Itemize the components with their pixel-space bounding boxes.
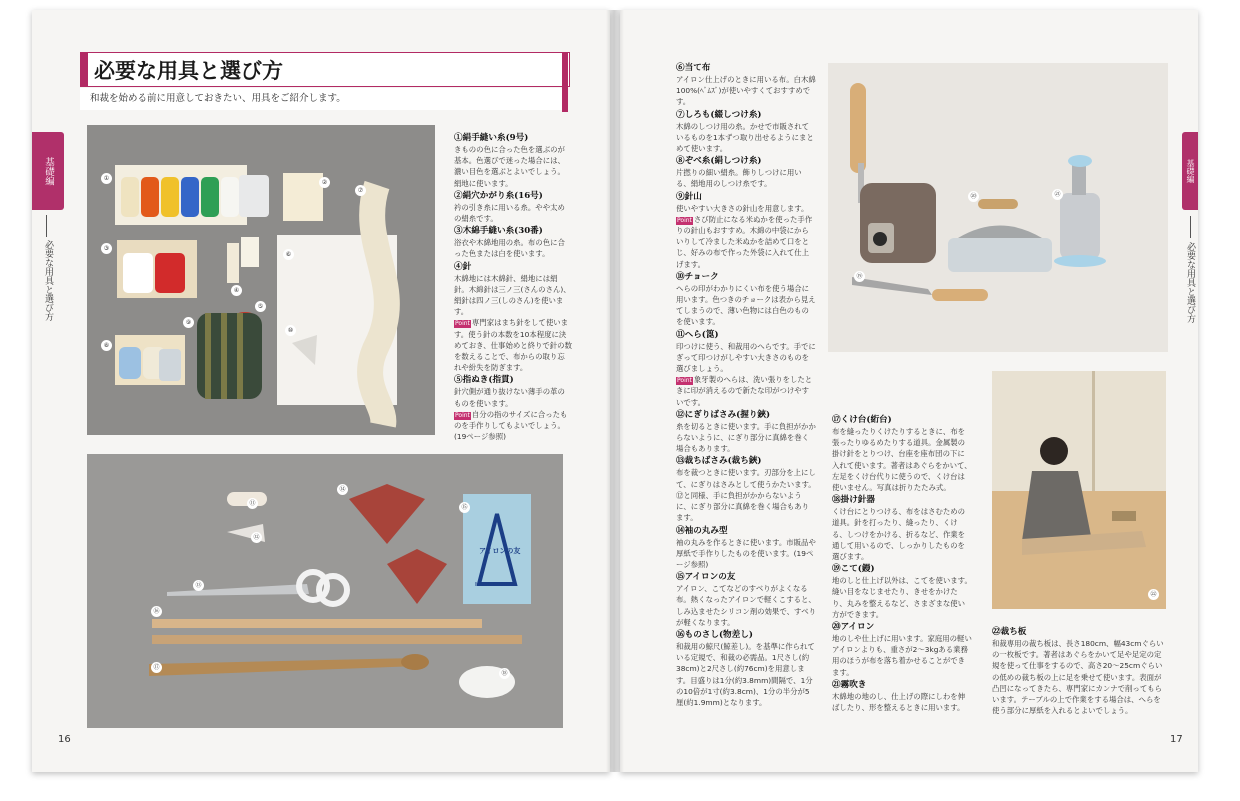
item-heading: ⑦しろも(綴しつけ糸) [676, 109, 762, 120]
item-heading: ③木綿手縫い糸(30番) [454, 226, 543, 237]
item-heading: ⑭袖の丸み型 [676, 525, 728, 536]
item-point [676, 374, 816, 408]
tools-photo-2 [87, 454, 563, 728]
item-heading: ④針 [454, 261, 472, 272]
item-point [454, 317, 572, 373]
photo-label: ㉑ [1052, 189, 1063, 200]
photo-label: ⑬ [193, 580, 204, 591]
point-badge: Point [455, 411, 470, 419]
item-body: きものの色に合った色を選ぶのが基本。色選びで迷った場合には、濃い目色を選ぶとよいでしょう。絹地に使います。 [454, 145, 565, 188]
item-20 [832, 621, 972, 678]
title-accent-bar-right [562, 52, 568, 112]
item-heading: ⑪へら(箆) [676, 329, 719, 340]
item-body: くけ台にとりつける、布をはさむための道具。針を打ったり、縫ったり、くける、しつけをかける、折るなど、作業を通して用いるので、しっかりしたものを選びます。 [832, 507, 966, 562]
iron-tools-illustration [828, 63, 1168, 352]
page-number: 16 [58, 734, 71, 745]
right-description-column-2 [832, 414, 972, 714]
item-heading: ㉑霧吹き [832, 679, 867, 690]
item-3 [454, 225, 572, 259]
item-18 [832, 494, 972, 562]
item-body: 針穴側が通り抜けない薄手の革のものを使います。 [454, 387, 565, 408]
tools-photo-1 [87, 125, 435, 435]
photo-label: ① [101, 173, 112, 184]
sewing-illustration [992, 371, 1166, 609]
item-body: 木綿地には木綿針、絹地には絹針。木綿針は三ノ三(さんのさん)、絹針は四ノ三(しのさん)を使います。 [454, 273, 571, 317]
photo-label: ⑪ [247, 498, 258, 509]
item-7 [676, 109, 816, 155]
item-heading: ⑰くけ台(絎台) [832, 415, 892, 425]
point-badge: Point [677, 216, 692, 224]
item-heading: ⑫にぎりばさみ(握り鋏) [676, 409, 771, 420]
photo-label: ⑦ [355, 185, 366, 196]
iron-tools-photo [828, 63, 1168, 352]
item-15 [676, 571, 816, 628]
photo-label: ⑲ [854, 271, 865, 282]
photo-label: ⑳ [968, 191, 979, 202]
right-description-column-1 [676, 62, 816, 709]
photo-label: ⑮ [459, 502, 470, 513]
item-heading: ⑱掛け針器 [832, 495, 875, 506]
item-heading: ⑬裁ちばさみ(裁ち鋏) [676, 456, 762, 467]
item-body: 和裁用の鯨尺(鯨差し)。を基準に作られている定規で、和裁の必需品。1尺さし(約38cm)と2尺さし(約76cm)を用意します。目盛りは1分(約3.8mm)間隔で、1分の10倍が1寸(約3.8cm)、1分の半分が5厘(約1.9mm)となります。 [676, 641, 815, 707]
photo-label: ④ [231, 285, 242, 296]
item-heading: ㉒裁ち板 [992, 627, 1027, 637]
item-point [676, 214, 816, 270]
item-body: 使いやすい大きさの針山を用意します。 [676, 203, 809, 213]
item-body: へらの印がわかりにくい布を使う場合に用います。色つきのチョークは表から見えてしまうので、薄い色物には白色のものを使います。 [676, 283, 816, 327]
item-17 [832, 414, 972, 493]
side-divider [1190, 216, 1191, 238]
item-heading: ⑥当て布 [676, 63, 711, 73]
item-heading: ⑩チョーク [676, 271, 719, 282]
item-1 [454, 132, 572, 189]
right-page [620, 10, 1198, 772]
cloth-sublabel: MAGIC CLOTH [475, 582, 510, 588]
item-body: 地のしと仕上げ以外は、こてを使います。縫い目をなじませたり、きせをかけたり、丸みを整えるなど、さまざまな使い方ができます。 [832, 576, 972, 619]
item-body: 木綿のしつけ用の糸。かせで市販されているものを1本ずつ取り出せるようにまとめて使います。 [676, 121, 814, 154]
item-5 [454, 374, 572, 442]
photo-label: ㉒ [1148, 589, 1159, 600]
left-description-column [454, 132, 572, 443]
item-body: アイロン、こてなどのすべりがよくなる布。熱くなったアイロンで軽くこすると、しみ込ませたシリコン剤の効果で、すべりが軽くなります。 [676, 584, 816, 627]
sewing-photo [992, 371, 1166, 609]
item-heading: ⑧ぞべ糸(絹しつけ糸) [676, 156, 762, 167]
point-text: 象牙製のへらは、洗い張りをしたときに印が消えるので新たな印がつけやすいです。 [676, 375, 813, 407]
item-heading: ⑮アイロンの友 [676, 572, 736, 583]
item-heading: ⑯ものさし(物差し) [676, 629, 753, 640]
photo-label: ⑩ [285, 325, 296, 336]
item-body: 木綿地の地のし、仕上げの際にしわを伸ばしたり、形を整えるときに用います。 [832, 691, 966, 713]
page-title: 必要な用具と選び方 [94, 58, 283, 83]
tools-illustration-2 [87, 454, 563, 728]
item-body: 印つけに使う、和裁用のへらです。手でにぎって印つけがしやすい大きさのものを選びましょう。 [676, 341, 816, 374]
item-body: 衿の引き糸に用いる糸。やや太めの絹糸です。 [454, 202, 565, 224]
page-number: 17 [1170, 734, 1183, 745]
tools-illustration-1 [87, 125, 435, 435]
item-heading: ⑤指ぬき(指貫) [454, 375, 514, 386]
side-heading: 必要な用具と選び方 [43, 240, 53, 321]
item-body: 浴衣や木綿地用の糸。布の色に合った色または白を使います。 [454, 238, 565, 259]
item-19 [832, 563, 972, 620]
item-21 [832, 679, 972, 713]
item-body: 糸を切るときに使います。手に負担がかからないように、にぎり部分に真綿を巻く場合もあります。 [676, 421, 816, 454]
item-heading: ⑨針山 [676, 191, 702, 202]
left-page [32, 10, 610, 772]
photo-label: ⑥ [283, 249, 294, 260]
cloth-label: アイロンの友 [479, 547, 521, 555]
point-text: さび防止になる米ぬかを使った手作りの針山もおすすめ。木綿の中袋にからいりして冷ました米ぬかを詰めて口をとじ、好みの布で作った外袋に入れて仕上げます。 [676, 214, 813, 269]
item-body: 和裁専用の裁ち板は、長さ180cm、幅43cmぐらいの一枚板です。著者はあぐらをかいて足や足定の定規を使って仕事をするので、高さ20～25cmぐらいの低めの裁ち板の上に足を乗せて使います。表面が凸凹になってきたら、専門家にカンナで削ってもらいます。テーブルの上で作業をする場合は、へらを使う部分に厚紙を入れるとよいでしょう。 [992, 639, 1164, 716]
item-10 [676, 271, 816, 328]
photo-label: ⑯ [151, 606, 162, 617]
point-text: 自分の指のサイズに合ったものを手作りしてもよいでしょう。(19ページ参照) [454, 409, 568, 442]
item-body: 袖の丸みを作るときに使います。市販品や厚紙で手作りしたものを使います。(19ページ参照) [676, 537, 816, 569]
item-13 [676, 455, 816, 523]
item-6 [676, 62, 816, 108]
side-heading: 必要な用具と選び方 [1185, 242, 1195, 323]
side-divider [46, 215, 47, 237]
photo-label: ⑭ [337, 484, 348, 495]
item-11 [676, 329, 816, 408]
photo-label: ⑨ [183, 317, 194, 328]
item-heading: ⑳アイロン [832, 622, 875, 633]
item-4 [454, 261, 572, 374]
point-badge: Point [455, 320, 470, 328]
item-12 [676, 409, 816, 455]
item-2 [454, 190, 572, 224]
item-point [454, 409, 572, 443]
point-text: 専門家はまち針をして使います。使う針の本数を10本程度に決めておき、仕事始めと終りで針の数を数えることで、布からの取り忘れや紛失を防ぎます。 [454, 318, 572, 373]
title-accent-bar [80, 52, 88, 87]
item-body: 片撚りの細い絹糸。飾りしつけに用いる、絹地用のしつけ糸です。 [676, 168, 802, 189]
item-heading: ①絹手縫い糸(9号) [454, 133, 529, 143]
section-tab: 基礎編 [1182, 132, 1198, 210]
item-8 [676, 155, 816, 189]
lead-text: 和裁を始める前に用意しておきたい、用具をご紹介します。 [80, 88, 562, 110]
right-description-column-3 [992, 626, 1166, 717]
item-body: 布を裁つときに使います。刃部分を上にして、にぎりはさみとして使うかたいます。⑫と同様、手に負担がかからないように、にぎり部分に真綿を巻く場合もあります。 [676, 468, 816, 523]
point-badge: Point [677, 377, 692, 385]
photo-label: ⑰ [151, 662, 162, 673]
section-tab: 基礎編 [32, 132, 64, 210]
item-22 [992, 626, 1166, 716]
photo-label: ⑱ [499, 668, 510, 679]
item-body: アイロン仕上げのときに用いる布。白木綿100%(ﾍﾞﾑｽﾞ)が使いやすくておすすめです。 [676, 75, 816, 107]
item-14 [676, 525, 816, 571]
photo-label: ⑧ [101, 340, 112, 351]
item-16 [676, 629, 816, 708]
item-9 [676, 191, 816, 270]
photo-label: ② [319, 177, 330, 188]
item-heading: ②絹穴かがり糸(16号) [454, 190, 543, 201]
book-spine-shadow [606, 10, 624, 772]
item-body: 布を縫ったりくけたりするときに、布を張ったりゆるめたりする道具。金属製の掛け針をとりつけ、台座を座布団の下に入れて使います。著者はあぐらをかいて、左足をくけ台代りに使うので、くけ台は使いません。写真は折りたたみ式。 [832, 427, 972, 493]
item-heading: ⑲こて(鏝) [832, 564, 875, 575]
photo-label: ③ [101, 243, 112, 254]
photo-label: ⑫ [251, 532, 262, 543]
item-body: 地のしや仕上げに用います。家庭用の軽いアイロンよりも、重さが2～3kgある業務用のほうが布を落ち着かせることができます。 [832, 634, 972, 677]
photo-label: ⑤ [255, 301, 266, 312]
